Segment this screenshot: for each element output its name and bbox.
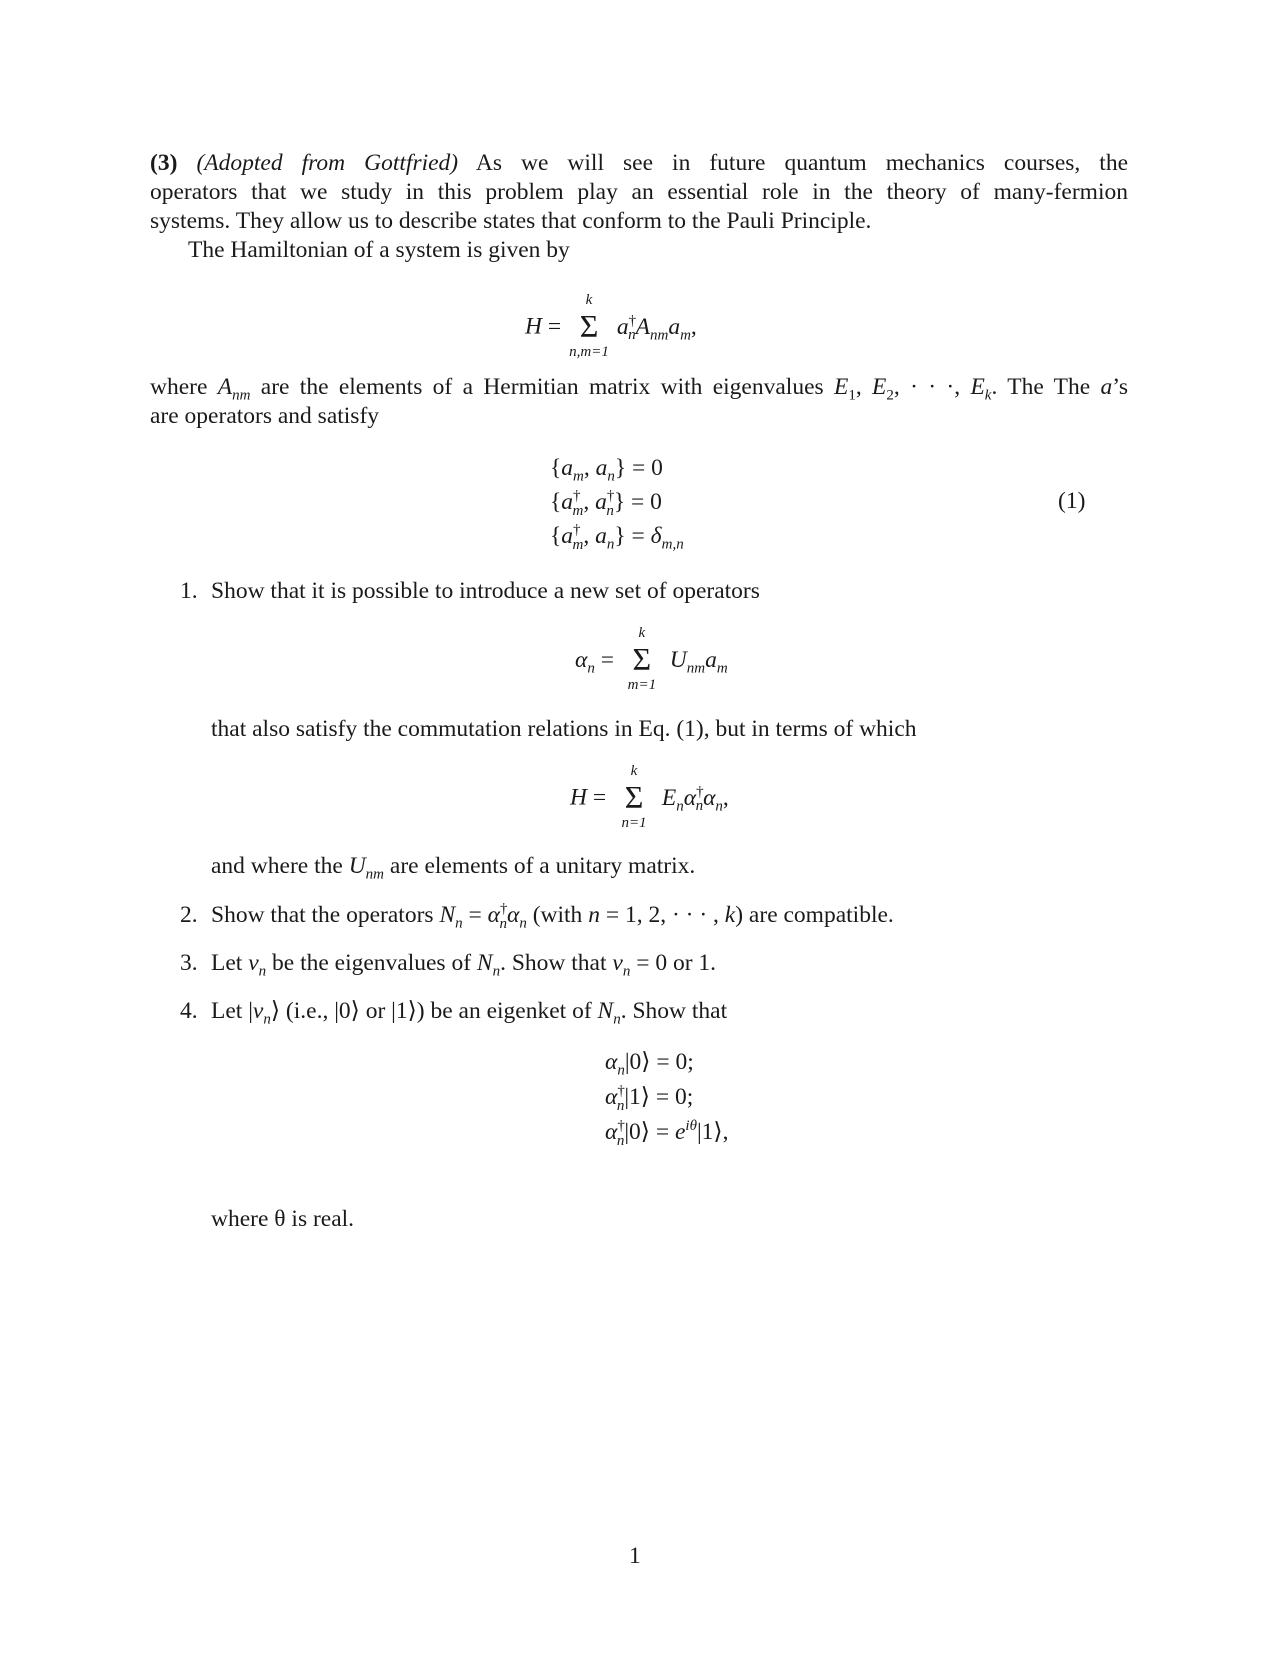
diagonal-hamiltonian: H = k Σ n=1 $E_n\alpha^\dagger_n\alpha_n$, bbox=[570, 763, 729, 831]
problem-number: (3) bbox=[150, 150, 178, 176]
ket-relation-2: $\alpha^\dagger_n|1⟩ = 0$; bbox=[605, 1083, 694, 1114]
where-line-1: where $A_{nm}$ are the elements of a Hermitian matrix with eigenvalues $E_1$, $E_2$, · · ·, $E_k$. The The a’s bbox=[150, 374, 1128, 404]
item-4-number: 4. bbox=[180, 998, 198, 1024]
intro-line-1 bbox=[150, 148, 1128, 178]
page-number: 1 bbox=[629, 1543, 641, 1569]
item-1-followup: that also satisfy the commutation relations in Eq. (1), but in terms of which bbox=[211, 716, 917, 742]
alpha-equation: $\alpha_n$ = k Σ m=1 $U_{nm}a_m$ bbox=[575, 625, 728, 693]
relation-2: {$a^\dagger_m$, $a^\dagger_n\} = 0$ bbox=[550, 488, 662, 519]
item-1-closing: and where the $U_{nm}$ are elements of a unitary matrix. bbox=[211, 853, 696, 883]
hamiltonian-equation: H = k Σ n,m=1 $a^\dagger_nA_{nm}a_m$, bbox=[525, 292, 697, 360]
item-1-text: Show that it is possible to introduce a new set of operators bbox=[211, 578, 760, 604]
item-3-text: Let $\nu_n$ be the eigenvalues of $N_n$. Show that $\nu_n = 0$ or 1. bbox=[211, 950, 717, 980]
intro-line-3: systems. They allow us to describe states that conform to the Pauli Principle. bbox=[150, 208, 872, 234]
sum-symbol: k Σ n=1 bbox=[621, 763, 647, 831]
relation-1: {$a_m$, $a_n\} = 0$ bbox=[550, 455, 663, 485]
sum-symbol: k Σ n,m=1 bbox=[569, 292, 609, 360]
ket-relation-3: $\alpha^\dagger_n|0⟩$ = $e^{i\theta}|1⟩$, bbox=[605, 1118, 729, 1149]
item-1-number: 1. bbox=[180, 578, 198, 604]
item-4-closing: where θ is real. bbox=[211, 1206, 355, 1232]
intro-text-1: As we will see in future quantum mechanics courses, the bbox=[475, 150, 1129, 176]
problem-source: (Adopted from Gottfried) bbox=[196, 150, 459, 176]
item-2-number: 2. bbox=[180, 902, 198, 928]
equation-number: (1) bbox=[1058, 488, 1086, 514]
item-2-text: Show that the operators $N_n = \alpha^\dagger_n\alpha_n$ (with n = 1, 2, · · · , k) are compatible. bbox=[211, 901, 894, 932]
item-4-text: Let $|\nu_n⟩$ (i.e., |0⟩ or |1⟩) be an eigenket of $N_n$. Show that bbox=[211, 998, 728, 1028]
item-3-number: 3. bbox=[180, 950, 198, 976]
sum-symbol: k Σ m=1 bbox=[627, 625, 657, 693]
relation-3: {$a^\dagger_m$, $a_n\} = \delta_{m,n}$ bbox=[550, 522, 684, 553]
intro-line-2: operators that we study in this problem play an essential role in the theory of many-fermion bbox=[150, 179, 1128, 205]
where-line-2: are operators and satisfy bbox=[150, 403, 380, 429]
ket-relation-1: $\alpha_n|0⟩ = 0$; bbox=[605, 1049, 694, 1079]
hamiltonian-intro: The Hamiltonian of a system is given by bbox=[188, 237, 570, 263]
